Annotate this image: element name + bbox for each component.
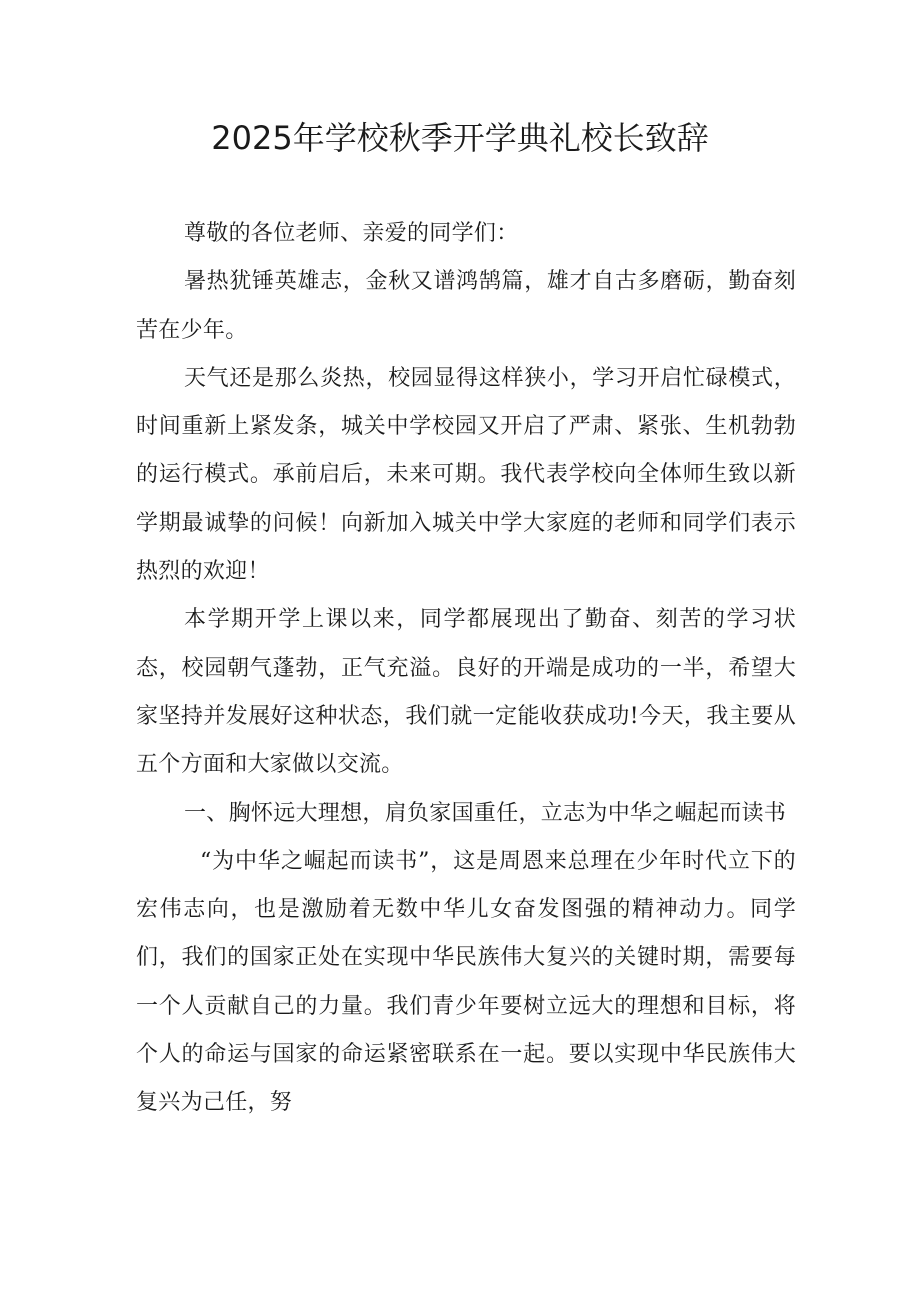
semester-start-paragraph: 本学期开学上课以来，同学都展现出了勤奋、刻苦的学习状态，校园朝气蓬勃，正气充溢。良好的开端是成功的一半，希望大家坚持并发展好这种状态，我们就一定能收获成功!今天，我主要从五个方面和大家做以交流。 (136, 607, 796, 778)
welcome-paragraph: 天气还是那么炎热，校园显得这样狭小，学习开启忙碌模式，时间重新上紧发条，城关中学校园又开启了严肃、紧张、生机勃勃的运行模式。承前启后，未来可期。我代表学校向全体师生致以新学期最诚挚的问候！向新加入城关中学大家庭的老师和同学们表示热烈的欢迎！ (136, 365, 796, 585)
opening-verse-paragraph: 暑热犹锤英雄志，金秋又谱鸿鹄篇，雄才自古多磨砺，勤奋刻苦在少年。 (136, 269, 796, 343)
salutation-paragraph: 尊敬的各位老师、亲爱的同学们： (184, 221, 519, 246)
section-one-paragraph: “为中华之崛起而读书”，这是周恩来总理在少年时代立下的宏伟志向，也是激励着无数中华儿女奋发图强的精神动力。同学们，我们的国家正处在实现中华民族伟大复兴的关键时期，需要每一个人贡献自己的力量。我们青少年要树立远大的理想和目标，将个人的命运与国家的命运紧密联系在一起。要以实现中华民族伟大复兴为己任，努 (136, 848, 796, 1116)
document-body (136, 210, 796, 1128)
section-one-heading: 一、胸怀远大理想，肩负家国重任，立志为中华之崛起而读书 (184, 800, 787, 826)
document-title: 2025年学校秋季开学典礼校长致辞 (211, 119, 709, 157)
